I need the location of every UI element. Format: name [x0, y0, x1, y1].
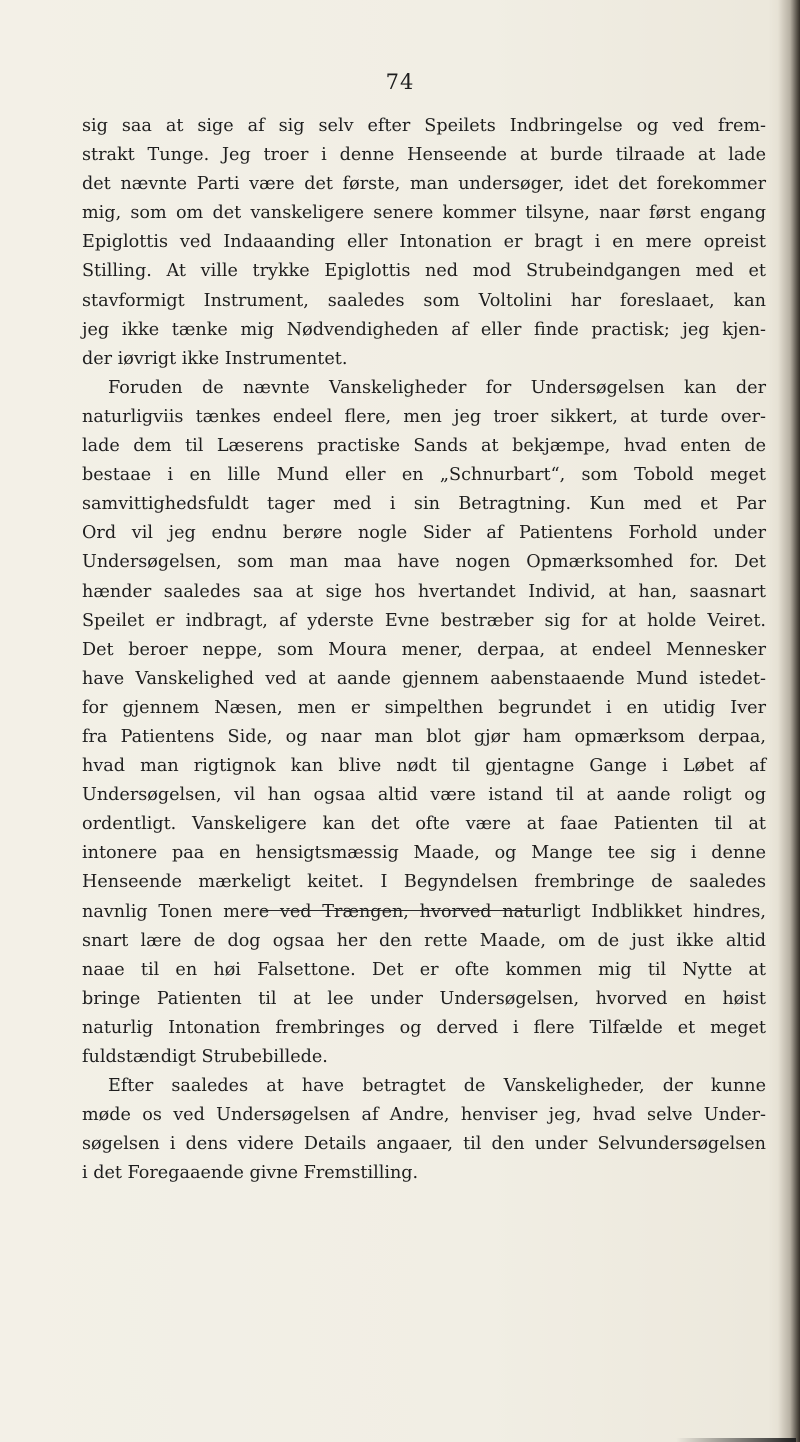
- text-line: Epiglottis ved Indaaanding eller Intonation er bragt i en mere opreist: [82, 232, 766, 253]
- text-line: Foruden de nævnte Vanskeligheder for Undersøgelsen kan der: [108, 377, 766, 398]
- text-line: der iøvrigt ikke Instrumentet.: [82, 348, 348, 369]
- text-line: jeg ikke tænke mig Nødvendigheden af eller finde practisk; jeg kjen-: [82, 319, 766, 340]
- text-line: naturligviis tænkes endeel flere, men jeg troer sikkert, at turde over-: [82, 406, 766, 427]
- text-line: ordentligt. Vanskeligere kan det ofte være at faae Patienten til at: [82, 814, 766, 835]
- text-line: Henseende mærkeligt keitet. I Begyndelsen frembringe de saaledes: [82, 872, 766, 893]
- text-line: Ord vil jeg endnu berøre nogle Sider af Patientens Forhold under: [82, 523, 766, 544]
- text-line: bringe Patienten til at lee under Undersøgelsen, hvorved en høist: [82, 988, 766, 1009]
- text-line: for gjennem Næsen, men er simpelthen begrundet i en utidig Iver: [82, 697, 766, 718]
- body-text: [82, 112, 766, 1188]
- text-line: navnlig Tonen mere ved Trængen, hvorved naturligt Indblikket hindres,: [82, 901, 766, 922]
- text-line: lade dem til Læserens practiske Sands at bekjæmpe, hvad enten de: [82, 436, 766, 457]
- text-line: fuldstændigt Strubebillede.: [82, 1047, 328, 1067]
- text-line: sig saa at sige af sig selv efter Speilets Indbringelse og ved frem-: [82, 116, 766, 136]
- text-line: samvittighedsfuldt tager med i sin Betragtning. Kun med et Par: [82, 494, 766, 515]
- text-line: snart lære de dog ogsaa her den rette Maade, om de just ikke altid: [82, 930, 766, 951]
- text-line: i det Foregaaende givne Fremstilling.: [82, 1163, 419, 1184]
- text-line: fra Patientens Side, og naar man blot gjør ham opmærksom derpaa,: [82, 726, 766, 747]
- section-divider: [260, 910, 540, 911]
- text-line: strakt Tunge. Jeg troer i denne Henseende at burde tilraade at lade: [82, 145, 766, 166]
- text-line: mig, som om det vanskeligere senere kommer tilsyne, naar først engang: [82, 203, 766, 224]
- text-line: Speilet er indbragt, af yderste Evne bestræber sig for at holde Veiret.: [82, 610, 766, 631]
- text-line: bestaae i en lille Mund eller en „Schnurbart“, som Tobold meget: [82, 465, 766, 486]
- text-line: naae til en høi Falsettone. Det er ofte kommen mig til Nytte at: [82, 959, 766, 980]
- text-line: Det beroer neppe, som Moura mener, derpaa, at endeel Mennesker: [82, 639, 766, 660]
- text-line: hænder saaledes saa at sige hos hvertandet Individ, at han, saasnart: [82, 581, 766, 602]
- text-line: Stilling. At ville trykke Epiglottis ned mod Strubeindgangen med et: [82, 261, 766, 282]
- text-line: det nævnte Parti være det første, man undersøger, idet det forekommer: [82, 174, 766, 195]
- page-edge-shadow: [778, 0, 800, 1442]
- text-line: Undersøgelsen, vil han ogsaa altid være istand til at aande roligt og: [82, 785, 766, 806]
- page-number: 74: [385, 70, 415, 94]
- text-line: Efter saaledes at have betragtet de Vanskeligheder, der kunne: [108, 1076, 766, 1097]
- text-line: Undersøgelsen, som man maa have nogen Opmærksomhed for. Det: [82, 552, 766, 573]
- text-line: stavformigt Instrument, saaledes som Voltolini har foreslaaet, kan: [82, 290, 766, 311]
- text-line: intonere paa en hensigtsmæssig Maade, og Mange tee sig i denne: [82, 843, 766, 864]
- text-line: hvad man rigtignok kan blive nødt til gjentagne Gange i Løbet af: [82, 756, 766, 777]
- text-line: møde os ved Undersøgelsen af Andre, henviser jeg, hvad selve Under-: [82, 1105, 766, 1126]
- text-line: have Vanskelighed ved at aande gjennem aabenstaaende Mund istedet-: [82, 668, 766, 689]
- scan-edge-mark: [676, 1438, 796, 1442]
- text-line: naturlig Intonation frembringes og derved i flere Tilfælde et meget: [82, 1017, 766, 1038]
- text-line: søgelsen i dens videre Details angaaer, til den under Selvundersøgelsen: [82, 1134, 766, 1155]
